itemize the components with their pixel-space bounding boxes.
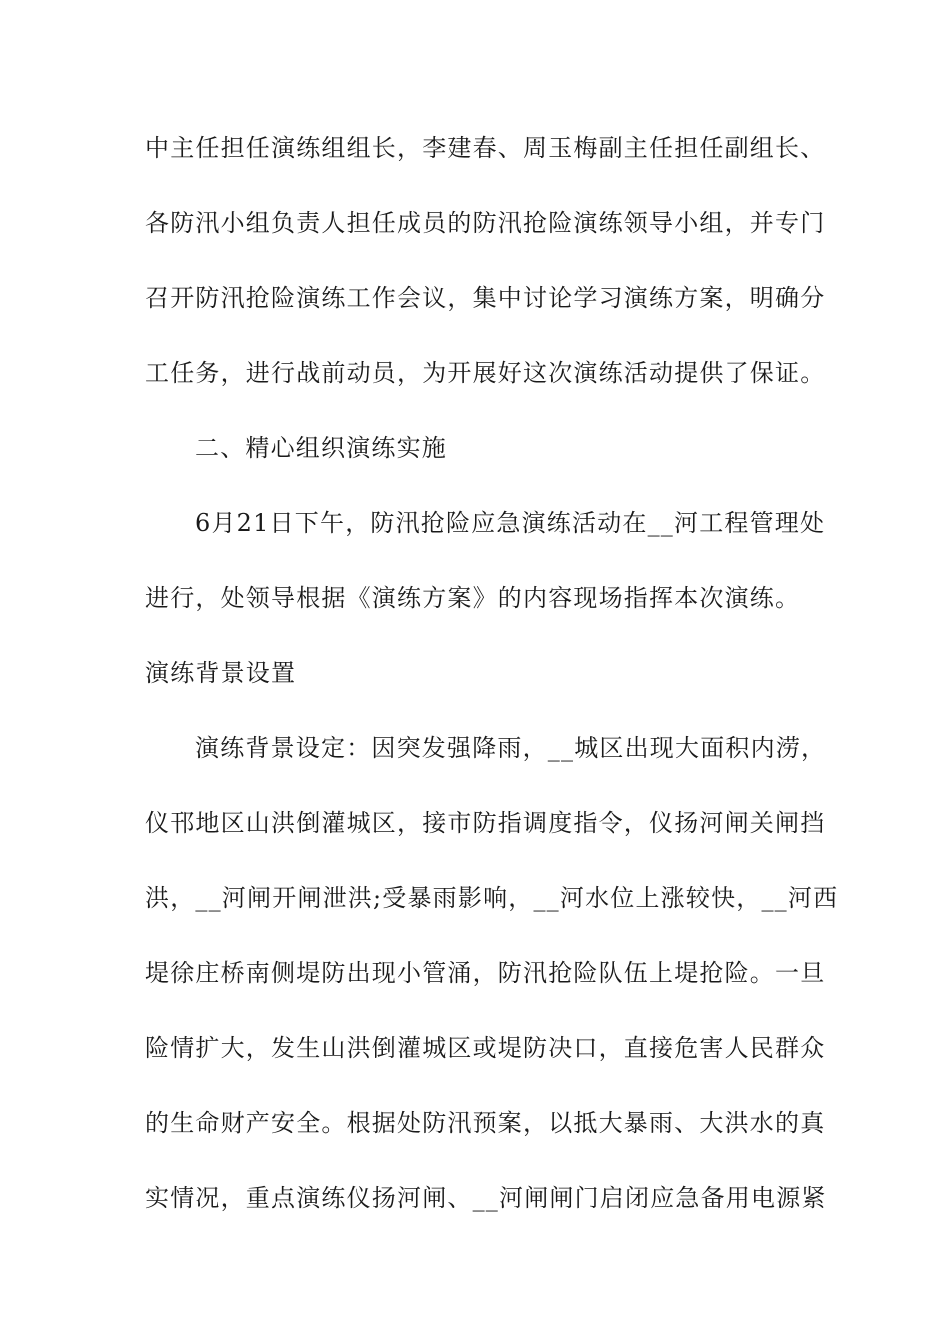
text-line: 洪，__河闸开闸泄洪;受暴雨影响，__河水位上涨较快，__河西	[145, 884, 839, 912]
text-line: 实情况，重点演练仪扬河闸、__河闸闸门启闭应急备用电源紧	[145, 1184, 827, 1212]
text-line: 演练背景设定：因突发强降雨，__城区出现大面积内涝，	[195, 734, 827, 762]
subheading: 演练背景设置	[145, 659, 297, 687]
text-line: 堤徐庄桥南侧堤防出现小管涌，防汛抢险队伍上堤抢险。一旦	[145, 959, 826, 987]
text-line: 进行，处领导根据《演练方案》的内容现场指挥本次演练。	[145, 584, 801, 612]
section-heading: 二、精心组织演练实施	[195, 434, 447, 462]
text-line: 仪邗地区山洪倒灌城区，接市防指调度指令，仪扬河闸关闸挡	[145, 809, 826, 837]
text-line: 各防汛小组负责人担任成员的防汛抢险演练领导小组，并专门	[145, 209, 826, 237]
text-line: 工任务，进行战前动员，为开展好这次演练活动提供了保证。	[145, 359, 826, 387]
text-line: 中主任担任演练组组长，李建春、周玉梅副主任担任副组长、	[145, 134, 826, 162]
text-line: 险情扩大，发生山洪倒灌城区或堤防决口，直接危害人民群众	[145, 1034, 826, 1062]
text-line: 召开防汛抢险演练工作会议，集中讨论学习演练方案，明确分	[145, 284, 826, 312]
text-line: 6月21日下午，防汛抢险应急演练活动在__河工程管理处	[195, 509, 826, 537]
text-line: 的生命财产安全。根据处防汛预案，以抵大暴雨、大洪水的真	[145, 1109, 826, 1137]
